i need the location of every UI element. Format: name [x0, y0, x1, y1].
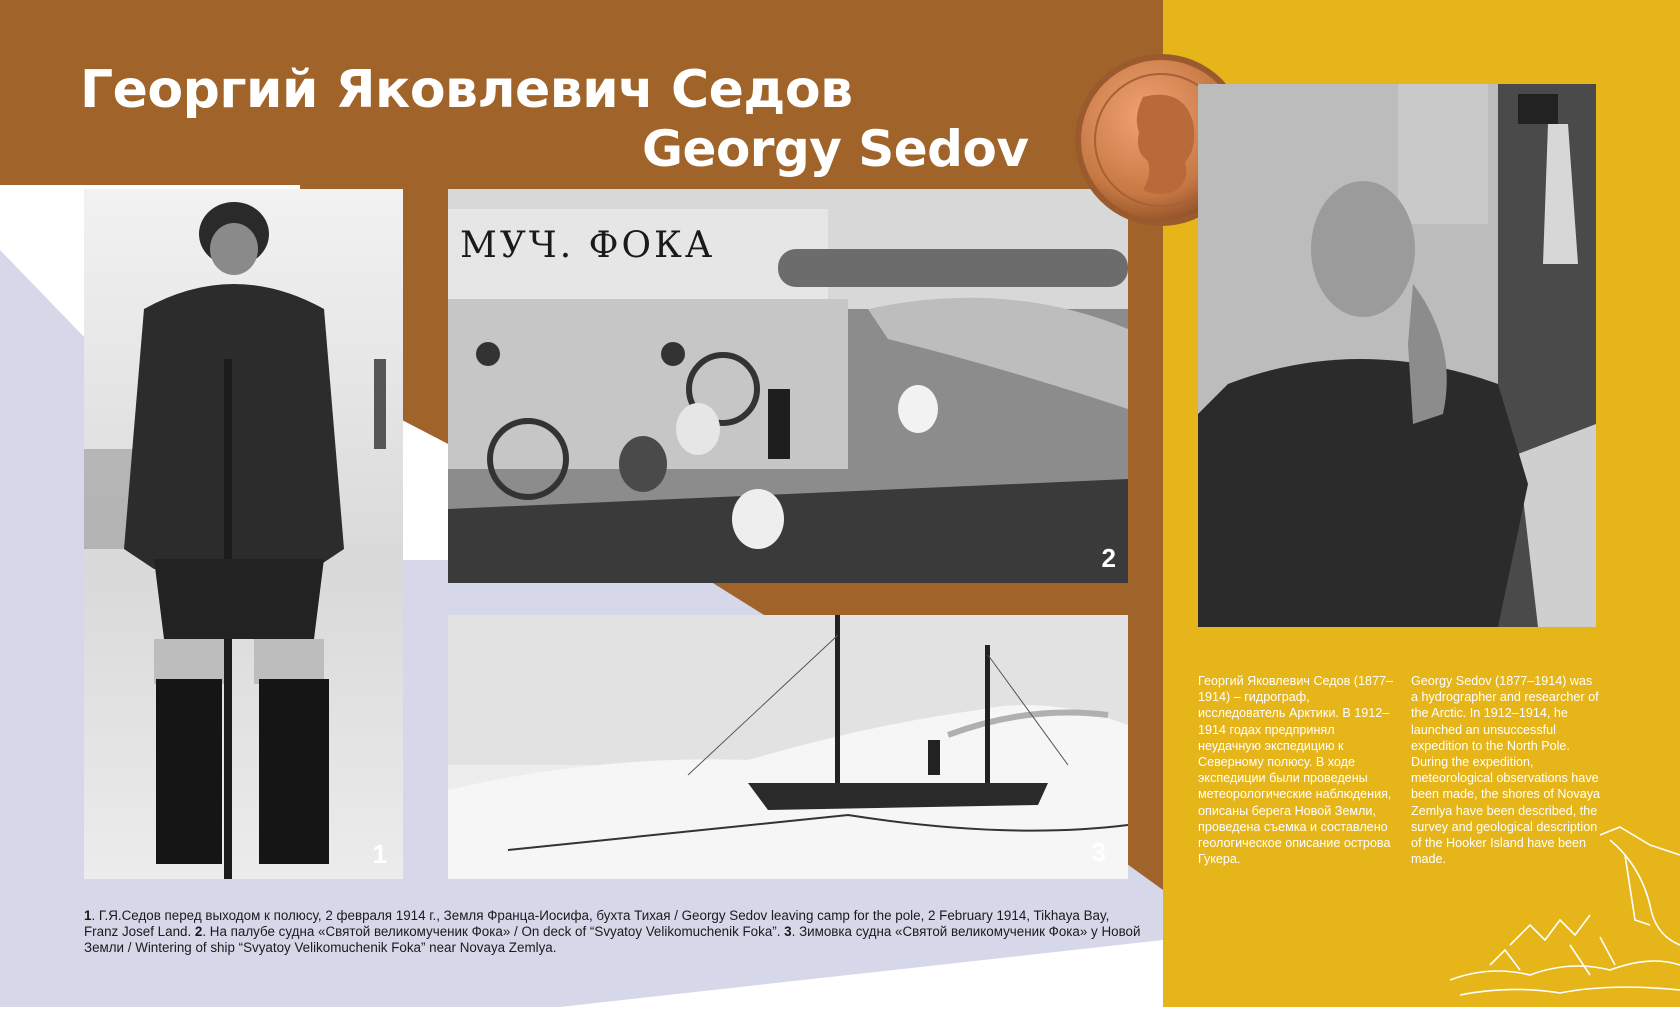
caption-text-3: . Зимовка судна «Святой великомученик Фока» у Новой Земли / Wintering of ship “Svyatoy Velikomuchenik Foka” near Novaya Zemlya.	[84, 924, 1141, 955]
caption-number-2: 2	[194, 924, 203, 939]
photo-ship-wintering	[448, 615, 1128, 879]
photo-number-1: 1	[372, 839, 387, 869]
caption-number-1: 1	[84, 908, 92, 923]
photo-number-2: 2	[1101, 543, 1116, 573]
page-title-en: Georgy Sedov	[642, 120, 1029, 178]
photo-sedov-portrait	[1198, 84, 1596, 627]
page-title-ru: Георгий Яковлевич Седов	[80, 60, 853, 120]
ship-line-drawing	[1450, 825, 1680, 1007]
photo-caption	[84, 908, 1144, 956]
biography-en: Georgy Sedov (1877–1914) was a hydrographer and researcher of the Arctic. In 1912–1914, he launched an unsuccessful expedition to the North Pole. During the expedition, meteorological observations have been made, the shores of Novaya Zemlya have been described, the survey and geological description of the Hooker Island have been made.	[1411, 674, 1601, 867]
ship-hull-lettering: МУЧ. ФОКА	[460, 225, 716, 266]
caption-text-1: . Г.Я.Седов перед выходом к полюсу, 2 февраля 1914 г., Земля Франца-Иосифа, бухта Тихая / Georgy Sedov leaving camp for the pole, 2 February 1914, Tikhaya Bay, Franz Josef Land.	[84, 908, 1110, 939]
biography-ru: Георгий Яковлевич Седов (1877–1914) – гидрограф, исследователь Арктики. В 1912–1914 годах предпринял неудачную экспедицию к Северному полюсу. В ходе экспедиции были проведены метеорологические наблюдения, описаны берега Новой Земли, проведена съемка и составлено геологическое описание острова Гукера.	[1198, 674, 1394, 867]
caption-number-3: 3	[784, 924, 792, 939]
photo-sedov-standing	[84, 189, 403, 879]
caption-text-2: . На палубе судна «Святой великомученик Фока» / On deck of “Svyatoy Velikomuchenik Foka”.	[202, 924, 785, 939]
photo-ship-deck	[448, 189, 1128, 583]
photo-number-3: 3	[1091, 837, 1106, 867]
